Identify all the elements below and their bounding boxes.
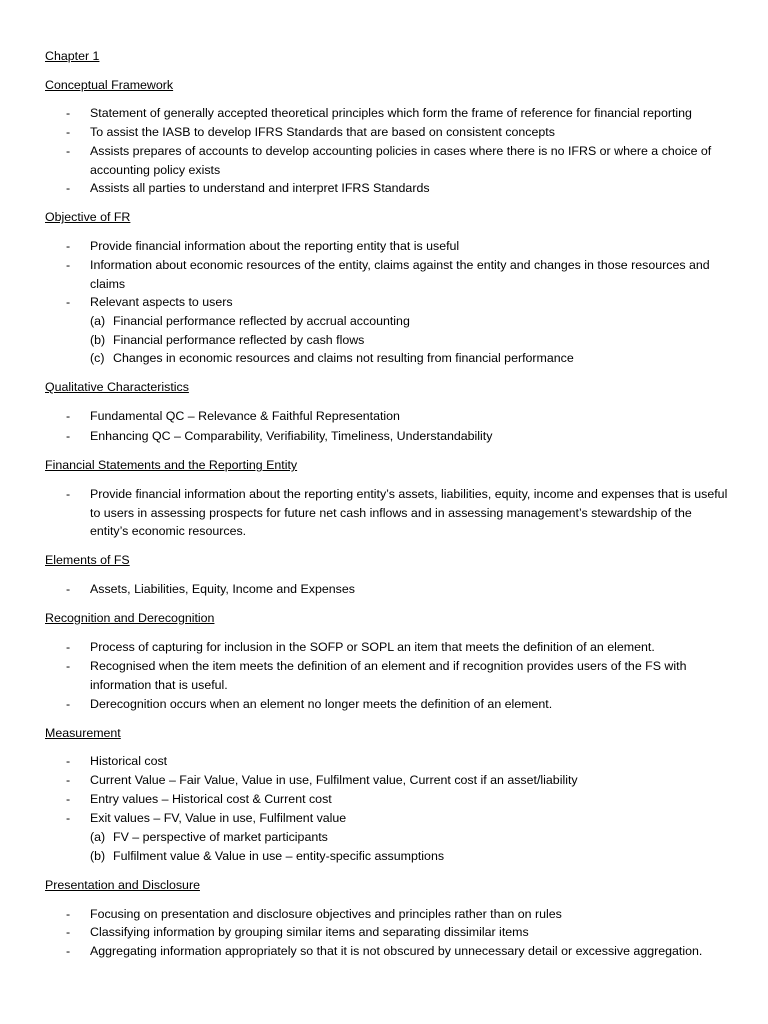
bullet-dash: - xyxy=(66,754,71,768)
section-heading-elements-of-fs: Elements of FS xyxy=(45,553,130,567)
sub-item-text: Changes in economic resources and claims not resulting from financial performance xyxy=(113,351,574,365)
bullet-dash: - xyxy=(66,811,71,825)
bullet-text: To assist the IASB to develop IFRS Standards that are based on consistent concepts xyxy=(90,125,555,139)
section-heading-financial-statements: Financial Statements and the Reporting Entity xyxy=(45,458,298,472)
bullet-text: Process of capturing for inclusion in the SOFP or SOPL an item that meets the definition of an element. xyxy=(90,640,655,654)
section-heading-conceptual-framework: Conceptual Framework xyxy=(45,78,174,92)
bullet-dash: - xyxy=(66,907,71,921)
bullet-text: Derecognition occurs when an element no longer meets the definition of an element. xyxy=(90,697,553,711)
bullet-dash: - xyxy=(66,181,71,195)
section-heading-presentation-disclosure: Presentation and Disclosure xyxy=(45,878,200,892)
bullet-dash: - xyxy=(66,792,71,806)
bullet-text: Provide financial information about the reporting entity that is useful xyxy=(90,239,460,253)
sub-item-text: Fulfilment value & Value in use – entity-specific assumptions xyxy=(113,849,445,863)
bullet-text: Recognised when the item meets the definition of an element and if recognition provides users of the FS with information that is useful. xyxy=(90,659,687,692)
section-heading-qualitative-characteristics: Qualitative Characteristics xyxy=(45,380,189,394)
bullet-text: Entry values – Historical cost & Current cost xyxy=(90,792,332,806)
bullet-text: Relevant aspects to users xyxy=(90,295,233,309)
bullet-text: Fundamental QC – Relevance & Faithful Representation xyxy=(90,409,400,423)
bullet-dash: - xyxy=(66,582,71,596)
sub-item-label: (c) xyxy=(90,351,105,365)
bullet-dash: - xyxy=(66,144,71,158)
sub-item-label: (b) xyxy=(90,849,106,863)
bullet-text: Current Value – Fair Value, Value in use, Fulfilment value, Current cost if an asset/liability xyxy=(90,773,578,787)
bullet-text: Enhancing QC – Comparability, Verifiability, Timeliness, Understandability xyxy=(90,429,493,443)
bullet-dash: - xyxy=(66,487,71,501)
sub-item-label: (b) xyxy=(90,333,106,347)
sub-item-label: (a) xyxy=(90,314,106,328)
sub-item-text: Financial performance reflected by cash flows xyxy=(113,333,365,347)
bullet-dash: - xyxy=(66,239,71,253)
bullet-text: Information about economic resources of the entity, claims against the entity and changes in those resources and claims xyxy=(90,258,710,291)
sub-item-text: Financial performance reflected by accrual accounting xyxy=(113,314,410,328)
sub-item-text: FV – perspective of market participants xyxy=(113,830,328,844)
bullet-text: Statement of generally accepted theoretical principles which form the frame of reference for financial reporting xyxy=(90,106,692,120)
bullet-dash: - xyxy=(66,944,71,958)
section-heading-objective-of-fr: Objective of FR xyxy=(45,210,131,224)
bullet-dash: - xyxy=(66,409,71,423)
bullet-dash: - xyxy=(66,697,71,711)
bullet-text: Aggregating information appropriately so that it is not obscured by unnecessary detail or excessive aggregation. xyxy=(90,944,703,958)
bullet-dash: - xyxy=(66,106,71,120)
bullet-text: Historical cost xyxy=(90,754,168,768)
bullet-dash: - xyxy=(66,773,71,787)
bullet-text: Assists prepares of accounts to develop accounting policies in cases where there is no IFRS or where a choice of accounting policy exists xyxy=(90,144,712,177)
bullet-text: Assets, Liabilities, Equity, Income and Expenses xyxy=(90,582,355,596)
bullet-dash: - xyxy=(66,258,71,272)
chapter-title: Chapter 1 xyxy=(45,49,100,63)
bullet-dash: - xyxy=(66,295,71,309)
bullet-text: Focusing on presentation and disclosure objectives and principles rather than on rules xyxy=(90,907,562,921)
bullet-dash: - xyxy=(66,125,71,139)
bullet-text: Provide financial information about the reporting entity’s assets, liabilities, equity, income and expenses that is useful to users in assessing prospects for future net cash inflows and in assessing management’s stewardship of the entity’s economic resources. xyxy=(90,487,728,539)
bullet-dash: - xyxy=(66,429,71,443)
section-heading-recognition: Recognition and Derecognition xyxy=(45,611,215,625)
bullet-dash: - xyxy=(66,640,71,654)
bullet-text: Exit values – FV, Value in use, Fulfilment value xyxy=(90,811,347,825)
bullet-dash: - xyxy=(66,659,71,673)
sub-item-label: (a) xyxy=(90,830,106,844)
bullet-text: Classifying information by grouping similar items and separating dissimilar items xyxy=(90,925,529,939)
bullet-text: Assists all parties to understand and interpret IFRS Standards xyxy=(90,181,430,195)
section-heading-measurement: Measurement xyxy=(45,726,121,740)
bullet-dash: - xyxy=(66,925,71,939)
